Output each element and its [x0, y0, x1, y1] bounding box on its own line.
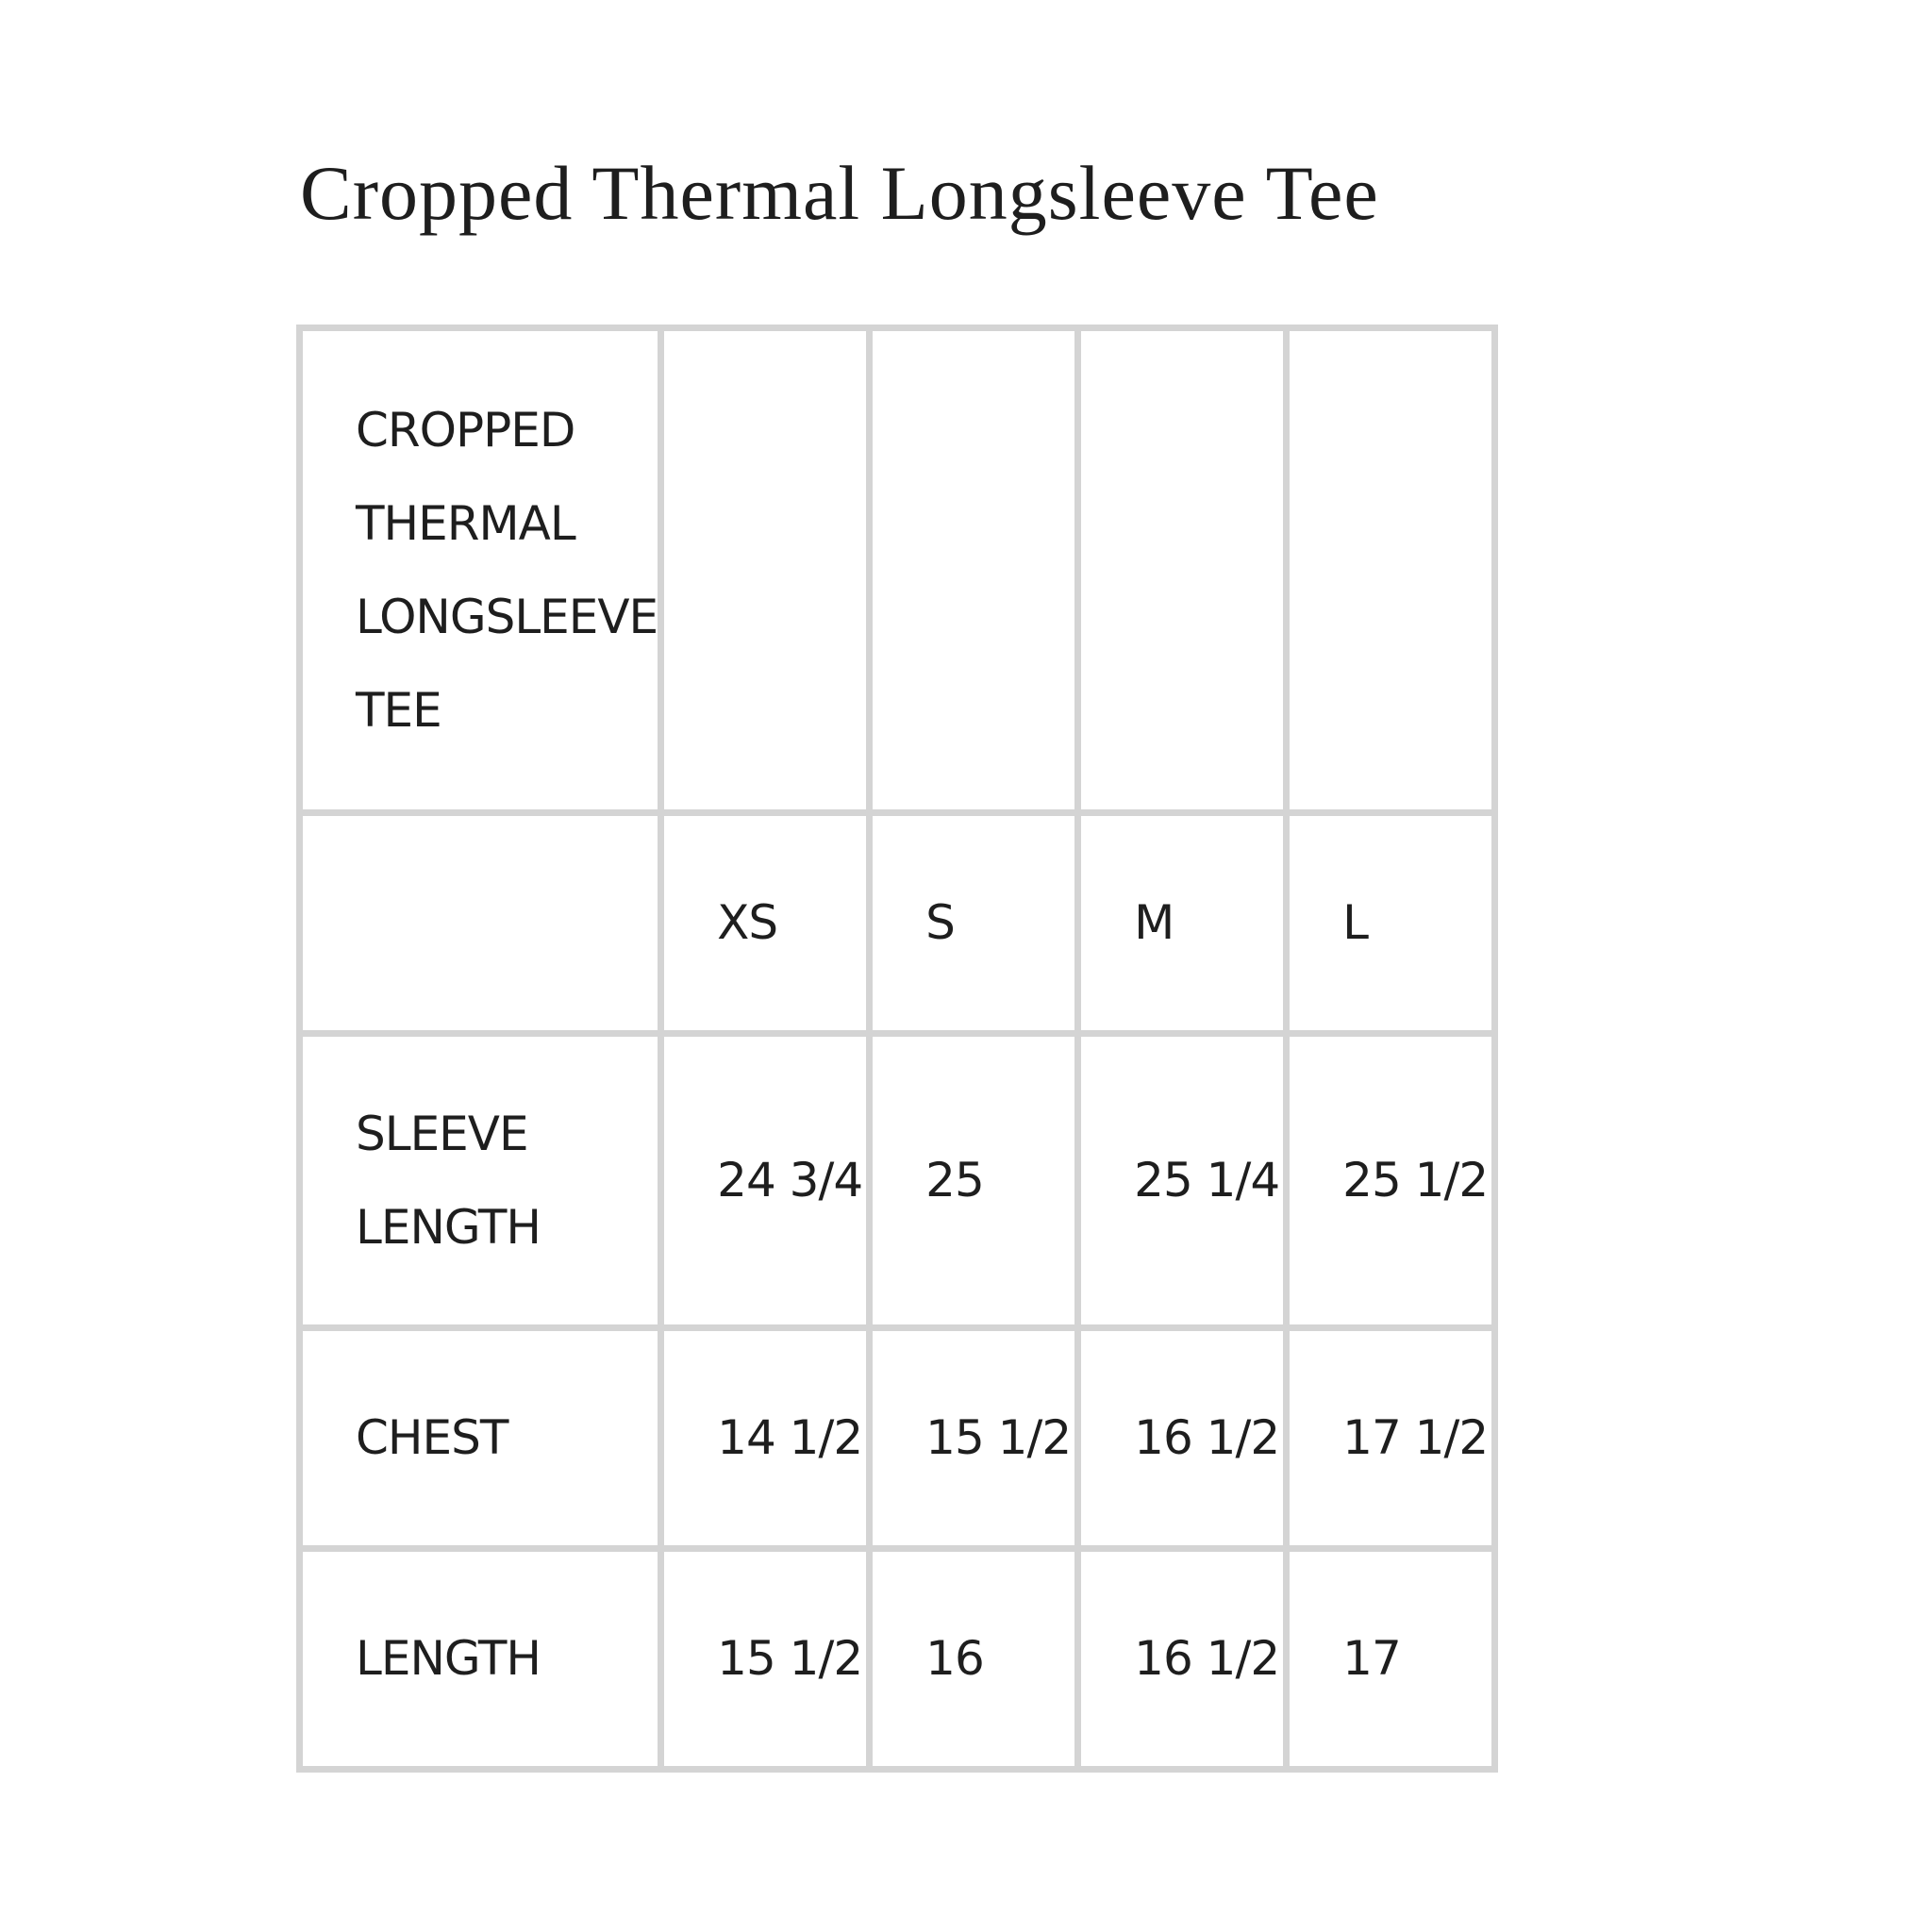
measurement-cell: 14 1/2 [664, 1331, 873, 1552]
measurement-cell: 24 3/4 [664, 1037, 873, 1331]
measurement-cell: 17 1/2 [1290, 1331, 1498, 1552]
measurement-cell: 17 [1290, 1552, 1498, 1773]
empty-header-cell [664, 331, 873, 816]
empty-header-cell [1081, 331, 1290, 816]
size-chart-table [296, 325, 1498, 1773]
row-label-chest: CHEST [303, 1331, 664, 1552]
empty-header-cell [1290, 331, 1498, 816]
size-l-header: L [1290, 816, 1498, 1037]
measurement-cell: 16 [873, 1552, 1081, 1773]
page-title: Cropped Thermal Longsleeve Tee [300, 150, 1379, 236]
size-xs-header: XS [664, 816, 873, 1037]
row-label-sleeve-length [303, 1037, 664, 1331]
measurement-cell: 15 1/2 [664, 1552, 873, 1773]
measurement-cell: 25 [873, 1037, 1081, 1331]
measurement-cell: 25 1/2 [1290, 1037, 1498, 1331]
product-name-line: CROPPED [356, 402, 575, 458]
measurement-cell: 16 1/2 [1081, 1552, 1290, 1773]
empty-corner-cell [303, 816, 664, 1037]
size-m-header: M [1081, 816, 1290, 1037]
product-name-cell [303, 331, 664, 816]
empty-header-cell [873, 331, 1081, 816]
row-label-line: SLEEVE [356, 1106, 528, 1161]
measurement-cell: 15 1/2 [873, 1331, 1081, 1552]
table-row [303, 1552, 1498, 1773]
row-label-line: LENGTH [356, 1199, 541, 1255]
row-label-length: LENGTH [303, 1552, 664, 1773]
measurement-cell: 25 1/4 [1081, 1037, 1290, 1331]
product-name-line: TEE [356, 682, 441, 738]
product-name-line: THERMAL [356, 495, 575, 551]
product-name-line: LONGSLEEVE [356, 589, 658, 644]
measurement-cell: 16 1/2 [1081, 1331, 1290, 1552]
table-header-row [303, 331, 1498, 816]
size-chart-container [296, 325, 1632, 1779]
table-row [303, 1331, 1498, 1552]
size-s-header: S [873, 816, 1081, 1037]
table-row [303, 1037, 1498, 1331]
size-labels-row [303, 816, 1498, 1037]
